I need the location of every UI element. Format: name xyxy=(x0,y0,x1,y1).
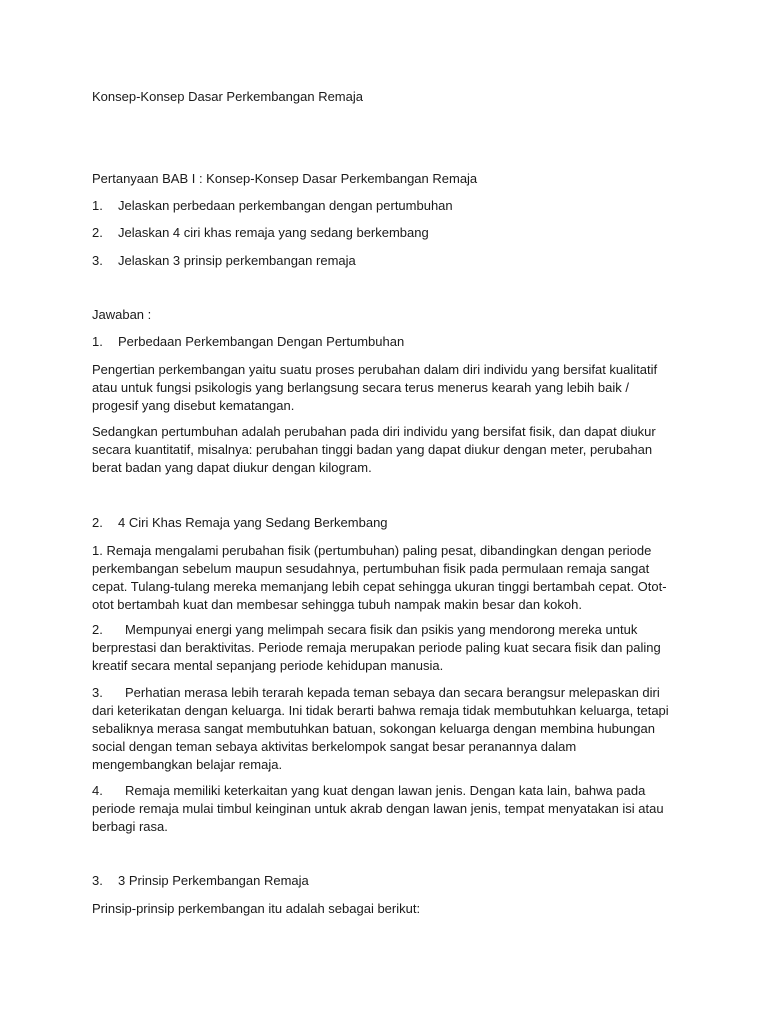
paragraph: Sedangkan pertumbuhan adalah perubahan pada diri individu yang bersifat fisik, dan dapat diukur secara kuantitatif, misalnya: perubahan tinggi badan yang dapat diukur dengan meter, perubahan berat badan yang dapat diukur dengan kilogram. xyxy=(92,424,656,475)
section-heading xyxy=(92,872,309,890)
section-heading xyxy=(92,514,388,532)
document-title: Konsep-Konsep Dasar Perkembangan Remaja xyxy=(92,89,363,104)
item-text: Mempunyai energi yang melimpah secara fisik dan psikis yang mendorong mereka untuk berprestasi dan beraktivitas. Periode remaja merupakan periode paling kuat secara fisik dan paling kreatif secara mental sepanjang periode kehidupan manusia. xyxy=(92,622,661,673)
item-number: 2. xyxy=(92,622,103,637)
paragraph: Prinsip-prinsip perkembangan itu adalah sebagai berikut: xyxy=(92,901,421,916)
section-title: 4 Ciri Khas Remaja yang Sedang Berkembang xyxy=(118,515,388,530)
list-item: 1. Remaja mengalami perubahan fisik (pertumbuhan) paling pesat, dibandingkan dengan periode perkembangan sebelum maupun sesudahnya, pertumbuhan fisik pada permulaan remaja sangat cepat. Tulang-tulang mereka memanjang lebih cepat sehingga ukuran tinggi bertambah cepat. Otot-otot bertambah kuat dan membesar sehingga tubuh nampak makin besar dan kokoh. xyxy=(92,543,667,612)
question-text: Jelaskan perbedaan perkembangan dengan pertumbuhan xyxy=(118,198,453,213)
item-number: 3. xyxy=(92,685,103,700)
question-heading: Pertanyaan BAB I : Konsep-Konsep Dasar Perkembangan Remaja xyxy=(92,171,478,186)
list-item xyxy=(92,782,672,836)
list-item xyxy=(92,684,672,774)
item-number: 4. xyxy=(92,783,103,798)
question-item xyxy=(92,224,429,242)
section-number: 3. xyxy=(92,873,103,888)
paragraph: Pengertian perkembangan yaitu suatu proses perubahan dalam diri individu yang bersifat kualitatif atau untuk fungsi psikologis yang berlangsung secara terus menerus kearah yang lebih baik / progesif yang disebut kematangan. xyxy=(92,362,658,413)
question-number: 1. xyxy=(92,198,103,213)
section-number: 2. xyxy=(92,515,103,530)
answer-label: Jawaban : xyxy=(92,307,152,322)
list-item xyxy=(92,621,672,675)
item-text: Remaja memiliki keterkaitan yang kuat dengan lawan jenis. Dengan kata lain, bahwa pada periode remaja mulai timbul keinginan untuk akrab dengan lawan jenis, tempat menyatakan isi atau berbagi rasa. xyxy=(92,783,664,834)
item-text: Perhatian merasa lebih terarah kepada teman sebaya dan secara berangsur melepaskan diri dari keterikatan dengan keluarga. Ini tidak berarti bahwa remaja tidak membutuhkan keluarga, tetapi sebaliknya merasa sangat membutuhkan batuan, sokongan keluarga dengan membina hubungan social dengan teman sebaya aktivitas berkelompok sangat besar peranannya dalam mengembangkan belajar remaja. xyxy=(92,685,669,772)
question-number: 3. xyxy=(92,253,103,268)
question-number: 2. xyxy=(92,225,103,240)
question-text: Jelaskan 4 ciri khas remaja yang sedang berkembang xyxy=(118,225,429,240)
section-title: 3 Prinsip Perkembangan Remaja xyxy=(118,873,309,888)
question-item xyxy=(92,252,356,270)
question-text: Jelaskan 3 prinsip perkembangan remaja xyxy=(118,253,356,268)
section-heading xyxy=(92,333,404,351)
question-item xyxy=(92,197,453,215)
section-title: Perbedaan Perkembangan Dengan Pertumbuhan xyxy=(118,334,405,349)
section-number: 1. xyxy=(92,334,103,349)
